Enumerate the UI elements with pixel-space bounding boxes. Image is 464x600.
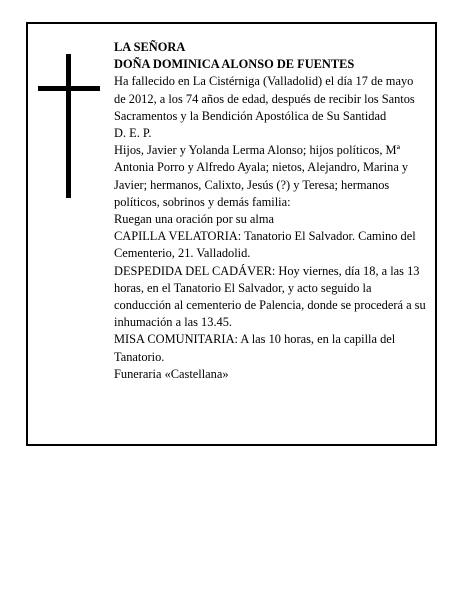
rest-in-peace: D. E. P. [114, 126, 152, 141]
deceased-name: DOÑA DOMINICA ALONSO DE FUENTES [114, 57, 355, 72]
cross-vertical-bar [66, 54, 71, 198]
notice-heading-title: LA SEÑORA [114, 40, 186, 54]
prayer-request: Ruegan una oración por su alma [114, 212, 274, 227]
chapel-details: CAPILLA VELATORIA: Tanatorio El Salvador. Camino del Cementerio, 21. Valladolid. [114, 229, 416, 261]
mass-details: MISA COMUNITARIA: A las 10 horas, en la capilla del Tanatorio. [114, 332, 396, 364]
farewell-details: DESPEDIDA DEL CADÁVER: Hoy viernes, día 18, a las 13 horas, en el Tanatorio El Salvador, y acto seguido la conducción al cementerio de Palencia, donde se procederá a su inhumación a las 13.45. [114, 263, 426, 330]
cross-horizontal-bar [38, 86, 100, 91]
family-members: Hijos, Javier y Yolanda Lerma Alonso; hijos políticos, Mª Antonia Porro y Alfredo Ayala; nietos, Alejandro, Marina y Javier; hermanos, Calixto, Jesús (?) y Teresa; hermanos políticos, sobrinos y demás familia: [114, 143, 409, 209]
latin-cross-icon [38, 54, 100, 198]
funeral-home: Funeraria «Castellana» [114, 366, 229, 381]
obituary-text [114, 39, 426, 383]
obituary-notice [26, 22, 437, 446]
death-announcement: Ha fallecido en La Cistérniga (Valladolid) el día 17 de mayo de 2012, a los 74 años de edad, después de recibir los Santos Sacramentos y la Bendición Apostólica de Su Santidad [114, 74, 415, 123]
